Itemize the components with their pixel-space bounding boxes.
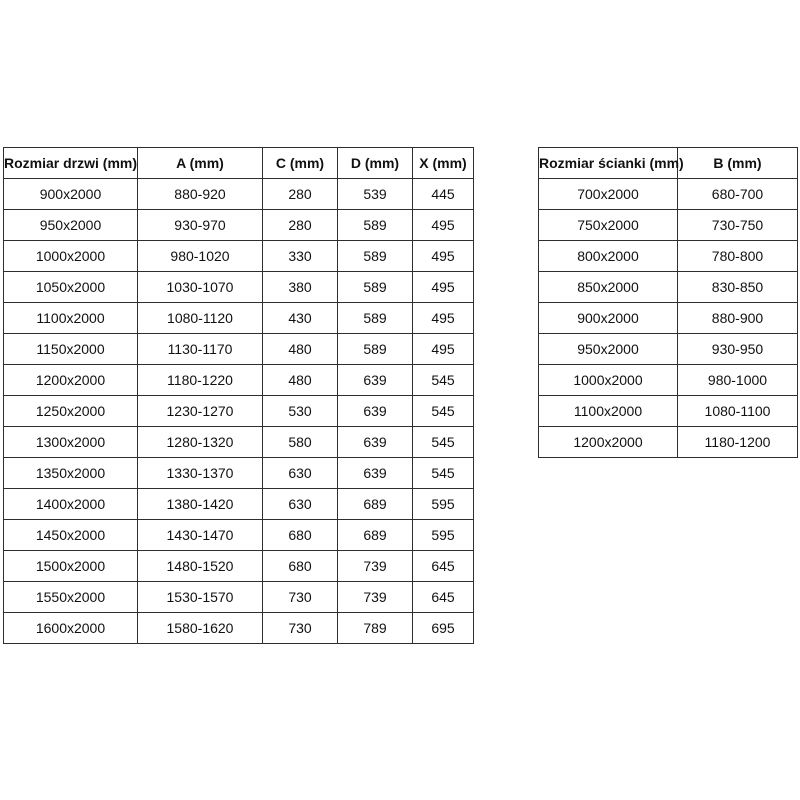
table-cell: 750x2000: [539, 210, 678, 241]
table-cell: 730-750: [678, 210, 798, 241]
table-cell: 830-850: [678, 272, 798, 303]
column-header: Rozmiar drzwi (mm): [4, 148, 138, 179]
table-cell: 589: [338, 272, 413, 303]
table-cell: 639: [338, 427, 413, 458]
table-cell: 630: [263, 489, 338, 520]
table-cell: 950x2000: [539, 334, 678, 365]
wall-size-table: [538, 147, 798, 458]
table-cell: 700x2000: [539, 179, 678, 210]
table-cell: 380: [263, 272, 338, 303]
table-cell: 645: [413, 582, 474, 613]
table-cell: 950x2000: [4, 210, 138, 241]
table-row: [4, 458, 474, 489]
table-cell: 1100x2000: [4, 303, 138, 334]
table-cell: 1180-1200: [678, 427, 798, 458]
table-cell: 780-800: [678, 241, 798, 272]
table-cell: 1330-1370: [138, 458, 263, 489]
table-cell: 930-970: [138, 210, 263, 241]
table-row: [539, 179, 798, 210]
table-cell: 639: [338, 396, 413, 427]
table-cell: 1450x2000: [4, 520, 138, 551]
table-row: [539, 272, 798, 303]
column-header: X (mm): [413, 148, 474, 179]
table-cell: 880-900: [678, 303, 798, 334]
table-cell: 1200x2000: [4, 365, 138, 396]
table-header-row: [4, 148, 474, 179]
table-cell: 1030-1070: [138, 272, 263, 303]
table-cell: 930-950: [678, 334, 798, 365]
table-cell: 680-700: [678, 179, 798, 210]
table-cell: 789: [338, 613, 413, 644]
table-cell: 1200x2000: [539, 427, 678, 458]
table-cell: 1230-1270: [138, 396, 263, 427]
table-row: [4, 179, 474, 210]
table-cell: 880-920: [138, 179, 263, 210]
table-cell: 739: [338, 551, 413, 582]
table-cell: 900x2000: [4, 179, 138, 210]
table-cell: 280: [263, 179, 338, 210]
column-header: Rozmiar ścianki (mm): [539, 148, 678, 179]
table-cell: 689: [338, 520, 413, 551]
table-cell: 689: [338, 489, 413, 520]
table-cell: 1430-1470: [138, 520, 263, 551]
table-cell: 850x2000: [539, 272, 678, 303]
table-cell: 680: [263, 551, 338, 582]
table-cell: 495: [413, 210, 474, 241]
table-cell: 545: [413, 458, 474, 489]
table-row: [539, 241, 798, 272]
wall-size-table-header: [539, 148, 798, 179]
table-cell: 589: [338, 334, 413, 365]
table-cell: 730: [263, 582, 338, 613]
table-row: [4, 272, 474, 303]
table-row: [4, 427, 474, 458]
table-cell: 330: [263, 241, 338, 272]
table-cell: 980-1000: [678, 365, 798, 396]
column-header: B (mm): [678, 148, 798, 179]
table-row: [539, 334, 798, 365]
table-cell: 1530-1570: [138, 582, 263, 613]
table-cell: 1350x2000: [4, 458, 138, 489]
table-cell: 1300x2000: [4, 427, 138, 458]
table-row: [4, 613, 474, 644]
table-cell: 800x2000: [539, 241, 678, 272]
table-cell: 1550x2000: [4, 582, 138, 613]
table-cell: 545: [413, 427, 474, 458]
table-cell: 580: [263, 427, 338, 458]
table-cell: 1150x2000: [4, 334, 138, 365]
table-cell: 900x2000: [539, 303, 678, 334]
table-row: [4, 210, 474, 241]
table-cell: 480: [263, 334, 338, 365]
table-cell: 589: [338, 303, 413, 334]
table-cell: 1600x2000: [4, 613, 138, 644]
column-header: C (mm): [263, 148, 338, 179]
table-cell: 1500x2000: [4, 551, 138, 582]
table-cell: 539: [338, 179, 413, 210]
table-cell: 630: [263, 458, 338, 489]
table-cell: 1080-1100: [678, 396, 798, 427]
table-row: [4, 489, 474, 520]
table-cell: 1250x2000: [4, 396, 138, 427]
table-cell: 1000x2000: [539, 365, 678, 396]
table-cell: 1380-1420: [138, 489, 263, 520]
table-cell: 595: [413, 520, 474, 551]
table-cell: 730: [263, 613, 338, 644]
table-cell: 1130-1170: [138, 334, 263, 365]
table-row: [4, 520, 474, 551]
door-size-table: [3, 147, 474, 644]
table-header-row: [539, 148, 798, 179]
table-cell: 430: [263, 303, 338, 334]
table-cell: 480: [263, 365, 338, 396]
table-row: [539, 365, 798, 396]
table-row: [4, 241, 474, 272]
table-cell: 1180-1220: [138, 365, 263, 396]
table-cell: 589: [338, 241, 413, 272]
table-cell: 695: [413, 613, 474, 644]
table-cell: 1480-1520: [138, 551, 263, 582]
table-cell: 545: [413, 365, 474, 396]
table-row: [539, 210, 798, 241]
table-cell: 1000x2000: [4, 241, 138, 272]
table-cell: 639: [338, 458, 413, 489]
column-header: D (mm): [338, 148, 413, 179]
table-cell: 545: [413, 396, 474, 427]
table-cell: 589: [338, 210, 413, 241]
table-cell: 1100x2000: [539, 396, 678, 427]
table-cell: 1580-1620: [138, 613, 263, 644]
table-cell: 495: [413, 272, 474, 303]
table-row: [539, 427, 798, 458]
column-header: A (mm): [138, 148, 263, 179]
table-row: [4, 551, 474, 582]
table-row: [4, 334, 474, 365]
table-cell: 495: [413, 303, 474, 334]
table-row: [4, 582, 474, 613]
table-cell: 495: [413, 334, 474, 365]
door-size-table-header: [4, 148, 474, 179]
table-cell: 445: [413, 179, 474, 210]
wall-size-table-body: [539, 179, 798, 458]
table-cell: 639: [338, 365, 413, 396]
table-cell: 595: [413, 489, 474, 520]
table-cell: 1080-1120: [138, 303, 263, 334]
table-row: [4, 365, 474, 396]
table-cell: 280: [263, 210, 338, 241]
table-cell: 1280-1320: [138, 427, 263, 458]
table-cell: 739: [338, 582, 413, 613]
table-cell: 645: [413, 551, 474, 582]
table-row: [539, 303, 798, 334]
table-cell: 980-1020: [138, 241, 263, 272]
table-cell: 1050x2000: [4, 272, 138, 303]
table-row: [4, 303, 474, 334]
table-row: [4, 396, 474, 427]
table-cell: 680: [263, 520, 338, 551]
table-cell: 1400x2000: [4, 489, 138, 520]
table-cell: 530: [263, 396, 338, 427]
table-cell: 495: [413, 241, 474, 272]
door-size-table-body: [4, 179, 474, 644]
table-row: [539, 396, 798, 427]
